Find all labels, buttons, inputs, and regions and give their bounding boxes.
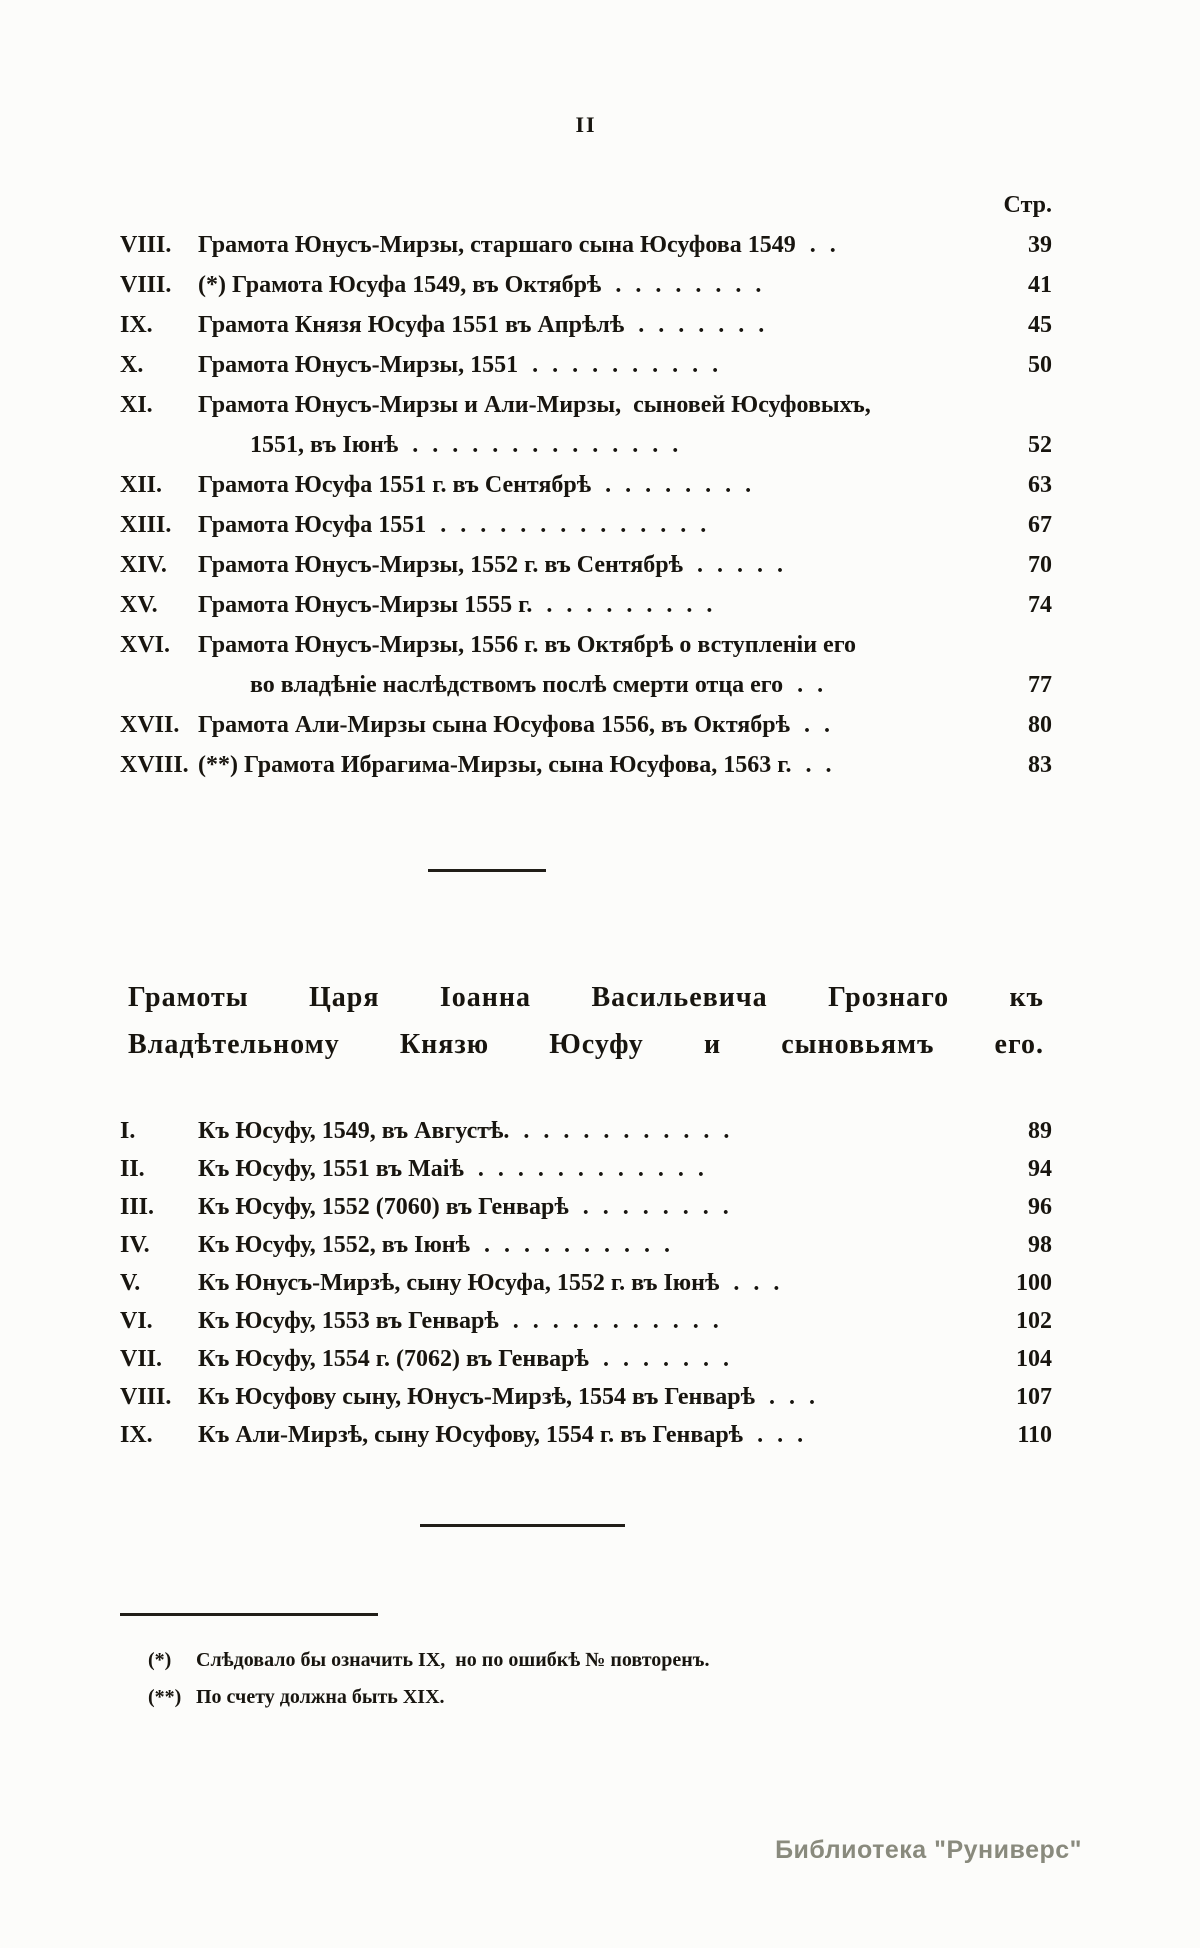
entry-page: 98 [1028,1232,1052,1258]
toc-entry [120,1188,1052,1226]
entry-text: Къ Али-Мирзѣ, сыну Юсуфову, 1554 г. въ Генварѣ [198,1422,744,1448]
entry-numeral: IV. [120,1232,150,1258]
section-divider-2 [420,1524,625,1527]
entry-numeral: XIII. [120,512,172,538]
toc-line [120,465,1052,505]
entry-text: Грамота Князя Юсуфа 1551 въ Апрѣлѣ [198,312,625,338]
entry-numeral: XIV. [120,552,167,578]
toc-line [120,1150,1052,1188]
dot-leader: . . . . . . . [602,1346,733,1372]
entry-numeral: I. [120,1118,136,1144]
toc-entry [120,1378,1052,1416]
dot-leader: . . . . . . . . [615,272,766,298]
entry-page: 70 [1028,552,1052,578]
toc-entry [120,225,1052,265]
toc-list-2 [120,1112,1052,1454]
library-watermark: Библиотека "Руниверс" [775,1836,1082,1864]
dot-leader: . . . . . [697,552,788,578]
section-heading [128,974,1044,1068]
folio-number: II [575,112,597,137]
entry-text: Грамота Юнусъ-Мирзы, старшаго сына Юсуфова 1549 [198,232,796,258]
dot-leader: . . [809,232,840,258]
entry-text: Грамота Юнусъ-Мирзы, 1551 [198,352,519,378]
dot-leader: . . . . . . . . [582,1194,733,1220]
entry-page: 89 [1028,1118,1052,1144]
entry-numeral: IX. [120,1422,153,1448]
entry-numeral: XVIII. [120,752,189,778]
toc-line [120,505,1052,545]
entry-page: 74 [1028,592,1052,618]
entry-text: Къ Юнусъ-Мирзѣ, сыну Юсуфа, 1552 г. въ Іюнѣ [198,1270,720,1296]
entry-page: 80 [1028,712,1052,738]
toc-line [120,425,1052,465]
dot-leader: . . . [769,1384,820,1410]
entry-page: 110 [1017,1422,1052,1448]
toc-entry [120,465,1052,505]
entry-numeral: XII. [120,472,163,498]
entry-numeral: VIII. [120,232,172,258]
entry-page: 107 [1016,1384,1052,1410]
toc-entry [120,1416,1052,1454]
toc-entry [120,625,1052,705]
toc-entry [120,705,1052,745]
toc-line [120,545,1052,585]
footnote-text: Слѣдовало бы означить IX, но по ошибкѣ № повторенъ. [196,1649,710,1671]
entry-page: 96 [1028,1194,1052,1220]
entry-text: Грамота Юсуфа 1551 г. въ Сентябрѣ [198,472,592,498]
toc-entry [120,345,1052,385]
toc-line [120,1264,1052,1302]
toc-line [120,625,1052,665]
entry-text: Къ Юсуфу, 1554 г. (7062) въ Генварѣ [198,1346,589,1372]
toc-line [120,1302,1052,1340]
dot-leader: . . . [733,1270,784,1296]
entry-page: 77 [1028,672,1052,698]
dot-leader: . . . . . . . . . . . . . . [440,512,711,538]
entry-page: 63 [1028,472,1052,498]
entry-page: 45 [1028,312,1052,338]
footnote-marker: (*) [148,1649,172,1671]
dot-leader: . . [797,672,828,698]
toc-line [120,1378,1052,1416]
entry-numeral: VI. [120,1308,153,1334]
toc-entry [120,1112,1052,1150]
footnote-rule [120,1613,378,1616]
toc-line [120,265,1052,305]
toc-line [120,345,1052,385]
dot-leader: . . [804,712,835,738]
toc-entry [120,745,1052,785]
toc-line [120,385,1052,425]
dot-leader: . . [805,752,836,778]
entry-text: Къ Юсуфу, 1552 (7060) въ Генварѣ [198,1194,569,1220]
entry-numeral: VII. [120,1346,163,1372]
toc-line [120,705,1052,745]
entry-page: 52 [1028,432,1052,458]
entry-page: 50 [1028,352,1052,378]
toc-line [120,1416,1052,1454]
entry-page: 94 [1028,1156,1052,1182]
toc-entry [120,545,1052,585]
dot-leader: . . . [757,1422,808,1448]
dot-leader: . . . . . . . . . . [532,352,723,378]
entry-page: 104 [1016,1346,1052,1372]
entry-numeral: XI. [120,392,153,418]
entry-page: 67 [1028,512,1052,538]
dot-leader: . . . . . . . . . . . . [477,1156,708,1182]
toc-line [120,225,1052,265]
entry-text: Грамота Юнусъ-Мирзы 1555 г. [198,592,533,618]
footnote [148,1642,1052,1679]
footnote-marker: (**) [148,1686,182,1708]
entry-text: Грамота Юнусъ-Мирзы и Али-Мирзы, сыновей Юсуфовыхъ, [198,392,871,418]
toc-line [120,665,1052,705]
entry-numeral: V. [120,1270,141,1296]
entry-text: (**) Грамота Ибрагима-Мирзы, сына Юсуфова, 1563 г. [198,752,792,778]
footnotes [148,1642,1052,1716]
toc-line [120,1226,1052,1264]
entry-numeral: VIII. [120,272,172,298]
entry-text: Къ Юсуфу, 1553 въ Генварѣ [198,1308,499,1334]
entry-numeral: X. [120,352,144,378]
entry-text: Грамота Али-Мирзы сына Юсуфова 1556, въ Октябрѣ [198,712,791,738]
footnote-text: По счету должна быть XIX. [196,1686,445,1708]
entry-text: (*) Грамота Юсуфа 1549, въ Октябрѣ [198,272,602,298]
entry-text: Грамота Юнусъ-Мирзы, 1552 г. въ Сентябрѣ [198,552,684,578]
toc-entry [120,265,1052,305]
footnote [148,1679,1052,1716]
entry-numeral: XVII. [120,712,180,738]
toc-line [120,745,1052,785]
toc-line [120,585,1052,625]
toc-entry [120,1150,1052,1188]
entry-page: 83 [1028,752,1052,778]
toc-entry [120,1302,1052,1340]
toc-line [120,1112,1052,1150]
entry-page: 102 [1016,1308,1052,1334]
entry-numeral: VIII. [120,1384,172,1410]
entry-numeral: II. [120,1156,145,1182]
dot-leader: . . . . . . . . . . . [512,1308,723,1334]
toc-line [120,1340,1052,1378]
toc-entry [120,1340,1052,1378]
toc-entry [120,305,1052,345]
toc-list-1 [120,225,1052,785]
section-heading-line-2: Владѣтельному Князю Юсуфу и сыновьямъ его. [128,1029,1044,1060]
entry-text: во владѣніе наслѣдствомъ послѣ смерти отца его [250,672,784,698]
entry-text: Грамота Юсуфа 1551 [198,512,427,538]
dot-leader: . . . . . . . . . . [484,1232,675,1258]
dot-leader: . . . . . . . . [605,472,756,498]
toc-entry [120,385,1052,465]
entry-text: Къ Юсуфу, 1552, въ Іюнѣ [198,1232,471,1258]
entry-numeral: III. [120,1194,155,1220]
entry-text: Къ Юсуфову сыну, Юнусъ-Мирзѣ, 1554 въ Генварѣ [198,1384,756,1410]
entry-page: 39 [1028,232,1052,258]
toc-entry [120,585,1052,625]
toc-entry [120,1264,1052,1302]
entry-numeral: IX. [120,312,153,338]
entry-page: 41 [1028,272,1052,298]
dot-leader: . . . . . . . . . . . . . . [412,432,683,458]
entry-numeral: XV. [120,592,158,618]
page-column-header: Стр. [1003,192,1052,218]
dot-leader: . . . . . . . [638,312,769,338]
entry-text: Къ Юсуфу, 1551 въ Маіѣ [198,1156,464,1182]
entry-text: 1551, въ Іюнѣ [250,432,399,458]
entry-numeral: XVI. [120,632,171,658]
toc-line [120,305,1052,345]
dot-leader: . . . . . . . . . [546,592,717,618]
entry-page: 100 [1016,1270,1052,1296]
entry-text: Къ Юсуфу, 1549, въ Августѣ. [198,1118,510,1144]
entry-text: Грамота Юнусъ-Мирзы, 1556 г. въ Октябрѣ о вступленіи его [198,632,857,658]
toc-entry [120,1226,1052,1264]
section-heading-line-1: Грамоты Царя Іоанна Васильевича Грознаго къ [128,982,1044,1013]
dot-leader: . . . . . . . . . . . [523,1118,734,1144]
section-divider-1 [428,869,546,872]
toc-entry [120,505,1052,545]
toc-line [120,1188,1052,1226]
